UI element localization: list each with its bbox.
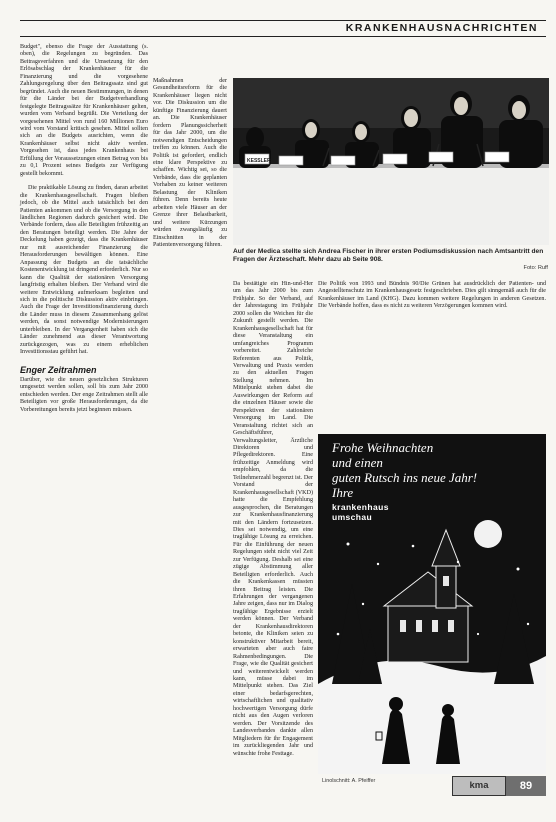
article-column-1 (20, 44, 148, 414)
paragraph: Die praktikable Lösung zu finden, daran arbeitet die Krankenhausgesellschaft. Fragen bleiben jedoch, ob die Mittel auch tatsächlich bei den Patienten ankommen und ob die Versorgung in den ländlichen Regionen dadurch gesichert wird. Die Verbände fordern, dass alle Beteiligten frühzeitig an den Beratungen beteiligt werden. Die Jahre der Deckelung haben gezeigt, dass die Krankenhäuser nur mit ausreichender Finanzierung die Herausforderungen bewältigen können. Eine Anpassung der Budgets an die tatsächliche Kostenentwicklung ist dringend erforderlich. Nur so kann die Qualität der stationären Versorgung langfristig erhalten bleiben. Der Verband wird die weitere Entwicklung aufmerksam begleiten und sich in die politische Diskussion aktiv einbringen. Auch die Frage der Investitionsfinanzierung durch die Länder muss in diesem Zusammenhang gelöst werden, da sonst notwendige Modernisierungen unterbleiben. In der Vergangenheit haben sich die Länder zunehmend aus dieser Verantwortung zurückgezogen, was zu einem erheblichen Investitionsstau geführt hat. (20, 185, 148, 356)
ad-brand-line: krankenhaus (332, 502, 389, 512)
header-rule-bottom (20, 36, 546, 37)
christmas-advertisement (318, 434, 546, 774)
lantern-icon (376, 732, 382, 740)
ad-brand-line: umschau (332, 511, 373, 522)
church-woodcut-image (318, 434, 546, 774)
photo-credit: Foto: Ruff (523, 265, 548, 271)
page-number: 89 (506, 776, 546, 796)
magazine-logo: kma (452, 776, 506, 796)
header-rule-top (20, 20, 546, 21)
paragraph: Darüber, wie die neuen gesetzlichen Strukturen umgesetzt werden sollen, soll bis zum Jahr 2000 entschieden werden. Der enge Zeitrahmen stellt alle Beteiligten vor große Herausforderungen, da die Vorbereitungen bereits jetzt beginnen müssen. (20, 377, 148, 413)
paragraph: Maßnahmen der Gesundheitsreform für die Krankenhäuser liegen nicht vor. Die Diskussion um die künftige Finanzierung dauert an. Die Krankenhäuser fordern Planungssicherheit für das Jahr 2000, um die notwendigen Entscheidungen treffen zu können. Auch die Politik ist gefordert, endlich eine klare Perspektive zu schaffen. Wichtig sei, so die Verbände, dass die geplanten Vorhaben zu keiner weiteren Belastung der Kliniken führen. Denn bereits heute arbeiten viele Häuser an der Grenze ihrer Belastbarkeit, und weitere Kürzungen würden zwangsläufig zu Einschnitten in der Patientenversorgung führen. (153, 78, 227, 248)
paragraph: Die Politik von 1993 und Bündnis 90/Die Grünen hat ausdrücklich der Patienten- und Angestelltenschutz im Krankenhausgesetz festgeschrieben. Dies gilt sinngemäß auch für die Krankenhäuser im Land (KHG). Dazu kommen weitere Regelungen in anderen Gesetzen. Die Verbände hoffen, dass es nicht zu weiteren Verzögerungen kommen wird. (318, 281, 546, 310)
moon-icon (474, 520, 502, 548)
ad-greeting-line: guten Rutsch ins neue Jahr! (332, 470, 478, 485)
panel-discussion-image (233, 78, 549, 245)
article-column-3 (233, 281, 313, 758)
article-column-4 (318, 281, 546, 311)
conference-photo (233, 78, 549, 245)
subheading: Enger Zeitrahmen (20, 364, 97, 375)
article-column-2 (153, 78, 227, 249)
ad-credit: Linolschnitt: A. Pfeiffer (322, 778, 376, 784)
paragraph: Da bestätigte ein Hin-und-Her um das Jahr 2000 bis zum Frühjahr. So der Verband, auf der Jahrestagung im Frühjahr 2000 sollen die Weichen für die Zukunft gestellt werden. Die Krankenhausgesellschaft hat für diese Veranstaltung ein umfangreiches Programm vorbereitet. Zahlreiche Referenten aus Politik, Verwaltung und Praxis werden zu den aktuellen Fragen Stellung nehmen. Im Mittelpunkt stehen dabei die Auswirkungen der Reform auf die einzelnen Häuser sowie die Perspektiven der stationären Versorgung im Land. Die Veranstaltung richtet sich an Geschäftsführer, Verwaltungsleiter, Ärztliche Direktoren und Pflegedirektoren. Eine frühzeitige Anmeldung wird empfohlen, da die Teilnehmerzahl begrenzt ist. Der Vorstand der Krankenhausgesellschaft (VKD) hatte die Empfehlung ausgesprochen, die Beratungen zur Krankenhausfinanzierung mit den Ländern fortzusetzen. Dies sei notwendig, um eine tragfähige Lösung zu erreichen. Für die Einführung der neuen Regelungen steht nicht viel Zeit zur Verfügung. Deshalb sei eine zügige Abstimmung aller Beteiligten erforderlich. Auch die Krankenkassen müssten ihren Beitrag leisten. Die Erfahrungen der vergangenen Jahre zeigen, dass nur im Dialog tragfähige Ergebnisse erzielt werden können. Der Verband der Krankenhausdirektoren betonte, die Kliniken seien zu konstruktiver Mitarbeit bereit, erwarteten aber auch faire Rahmenbedingungen. Die Frage, wie die Qualität gesichert und weiterentwickelt werden kann, müsse dabei im Mittelpunkt stehen. Das Ziel einer bedarfsgerechten, wirtschaftlichen und qualitativ hochwertigen Versorgung dürfe nicht aus den Augen verloren werden. Der Vorsitzende des Landesverbandes dankte allen Mitgliedern für ihr Engagement im zurückliegenden Jahr und wünschte frohe Festtage. (233, 281, 313, 757)
ad-greeting-line: Frohe Weihnachten (332, 440, 434, 455)
photo-caption: Auf der Medica stellte sich Andrea Fischer in ihrer ersten Podiumsdiskussion nach Amtsantritt den Fragen der Ärzteschaft. Mehr dazu ab Seite 908. (233, 248, 544, 263)
ad-greeting-line: und einen (332, 455, 383, 470)
placard-text: KESSLER (247, 158, 271, 164)
section-title: KRANKENHAUSNACHRICHTEN (345, 22, 538, 34)
paragraph: Budget", ebenso die Frage der Ausstattung (s. oben), die Regelungen zu begründen. Das Beitragsverfahren und die Umsetzung für den Erlösabschlag der Krankenhäuser für die Finanzierung und die vorgesehene Zahlungsregelung über den Beitragssatz sind gut begründet. Auch die neuen Bestimmungen, in denen für die Länder bei der Budgetverhandlung festgelegte Beitragssätze für Krankenhäuser gelten, wurden vom Verband begrüßt. Die Verteilung der vorgesehenen Mittel von rund 160 Millionen Euro wird vom Vorstand kritisch gesehen. Mittel sollten sich an die Budgets ausrichten, wenn die Krankenhäuser selbst nicht aktiv werden. Vorgesehen ist, dass jedes Krankenhaus bei Erfüllung der Voraussetzungen einen Betrag von bis zu 0,1 Prozent seines Budgets zur Verfügung gestellt bekommt. (20, 44, 148, 177)
ad-greeting-line: Ihre (332, 485, 354, 500)
